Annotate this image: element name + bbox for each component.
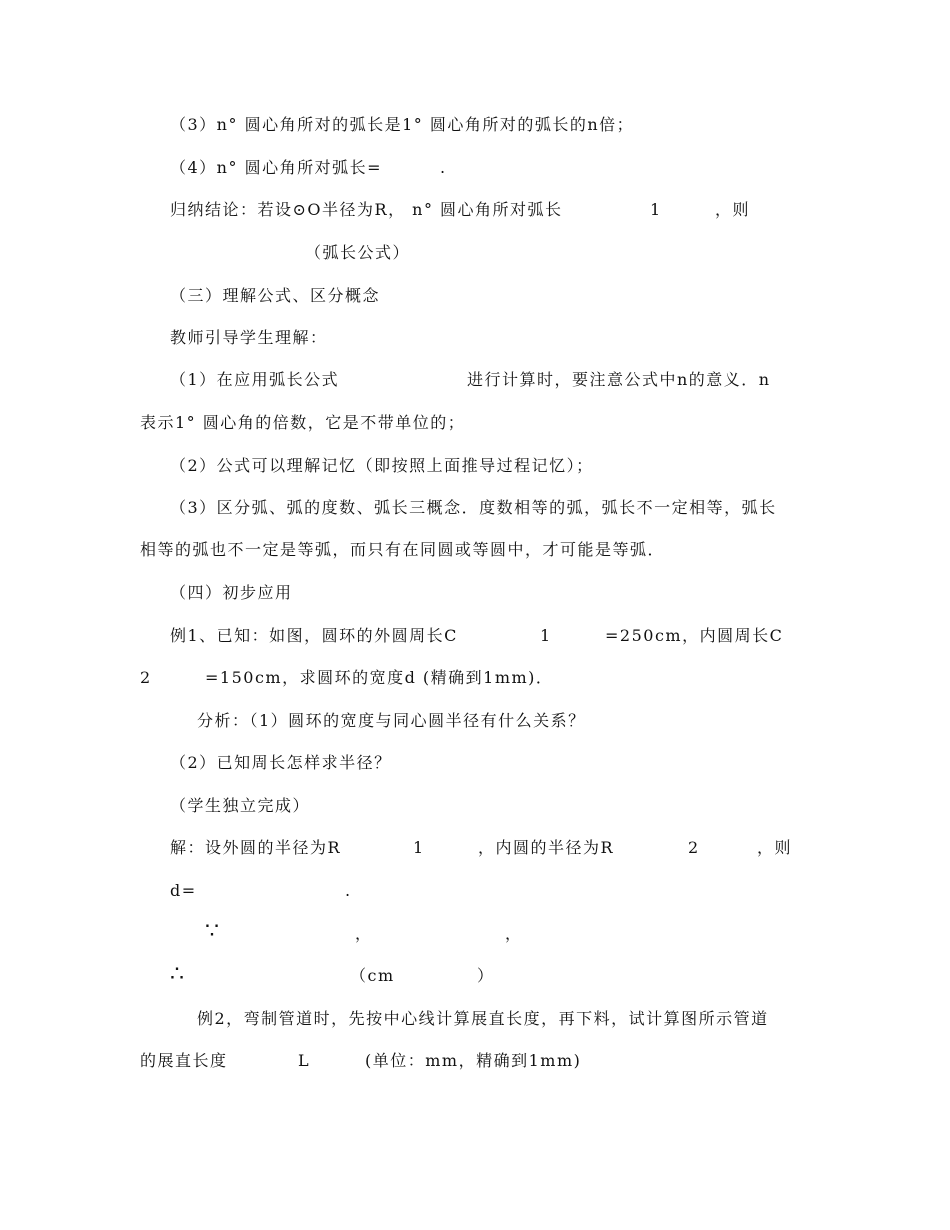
point-3-end: 相等的弧也不一定是等弧，而只有在同圆或等圆中，才可能是等弧． [140,540,666,559]
solution-start: 解：设外圆的半径为R [170,838,342,857]
example-2-length-symbol: L [298,1051,311,1070]
point-1-start: （1）在应用弧长公式 [170,370,340,389]
because-comma-2: ， [505,924,523,943]
point-1-continued: 进行计算时，要注意公式中n的意义．n [467,370,771,389]
section-heading-3: （三）理解公式、区分概念 [170,286,381,305]
point-2: （2）公式可以理解记忆（即按照上面推导过程记忆）； [170,456,594,475]
example-1-subscript-1: 1 [540,626,552,645]
conclusion-subscript: 1 [650,200,662,219]
because-symbol: ∵ [205,919,221,944]
text-line-4-start: （4）n° 圆心角所对弧长= [170,158,382,177]
example-1-inner: =250cm，内圆周长C [605,626,784,645]
text-line-4-period: . [440,158,447,177]
example-1-end: =150cm，求圆环的宽度d (精确到1mm)． [205,668,554,687]
analysis-2: （2）已知周长怎样求半径？ [170,753,392,772]
arc-length-formula-label: （弧长公式） [305,243,411,262]
example-1-subscript-2: 2 [140,668,152,687]
width-formula-label: d= [170,881,197,900]
example-2-start: 例2，弯制管道时，先按中心线计算展直长度，再下料，试计算图所示管道 [197,1009,769,1028]
result-close: ） [477,966,495,985]
conclusion-then: ，则 [715,200,751,219]
conclusion-text: 归纳结论：若设⊙O半径为R， n° 圆心角所对弧长 [170,200,563,219]
width-formula-period: . [345,881,352,900]
example-2-end-start: 的展直长度 [140,1051,228,1070]
result-unit: （cm [350,966,395,985]
therefore-symbol: ∴ [170,962,186,987]
solution-subscript-2: 2 [688,838,700,857]
teacher-guide-text: 教师引导学生理解： [170,328,328,347]
example-1-start: 例1、已知：如图，圆环的外圆周长C [170,626,458,645]
solution-then: ，则 [757,838,793,857]
text-line-3: （3）n° 圆心角所对的弧长是1° 圆心角所对的弧长的n倍； [170,115,635,134]
example-2-units: (单位：mm，精确到1mm) [365,1051,582,1070]
section-heading-4: （四）初步应用 [170,583,293,602]
solution-subscript-1: 1 [413,838,425,857]
point-1-end: 表示1° 圆心角的倍数，它是不带单位的； [140,413,466,432]
because-comma-1: ， [355,924,373,943]
solution-inner-radius: ，内圆的半径为R [478,838,615,857]
point-3-start: （3）区分弧、弧的度数、弧长三概念．度数相等的弧，弧长不一定相等，弧长 [170,498,777,517]
analysis-1: 分析：（1）圆环的宽度与同心圆半径有什么关系？ [197,711,586,730]
student-task: （学生独立完成） [170,796,311,815]
